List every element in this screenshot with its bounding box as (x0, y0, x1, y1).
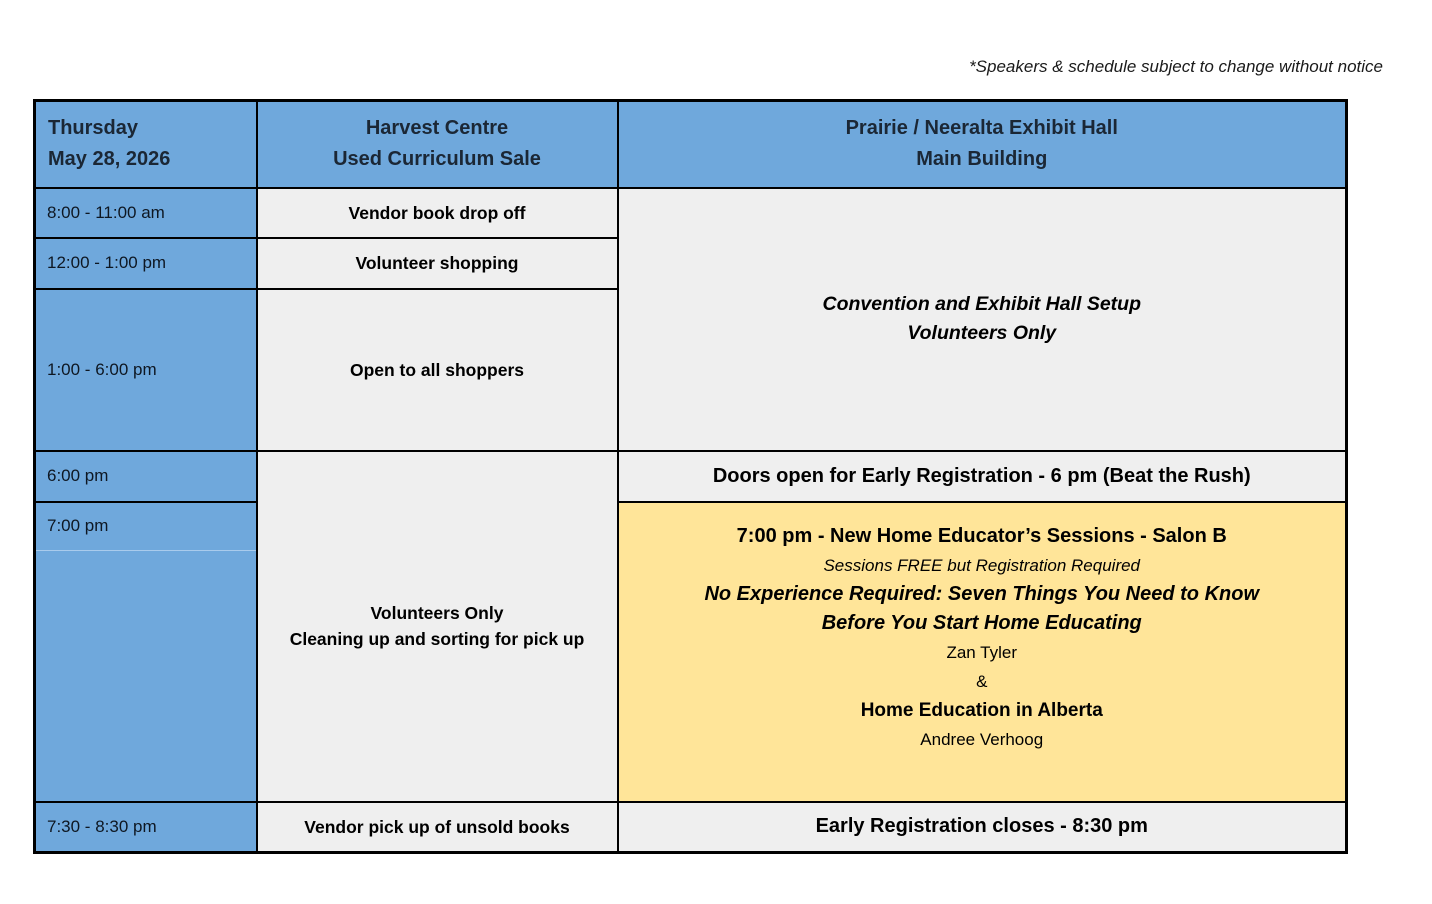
header-date-line2: May 28, 2026 (48, 148, 171, 171)
exhibit-setup-cell (618, 188, 1347, 451)
session-speaker1: Zan Tyler (946, 642, 1018, 662)
time-cell-1-6pm: 1:00 - 6:00 pm (35, 289, 257, 451)
session-talk1-line1: No Experience Required: Seven Things You Need to Know (704, 582, 1260, 605)
time-cell-8-11am: 8:00 - 11:00 am (35, 188, 257, 238)
time-cell-blank (35, 551, 257, 802)
header-harvest-centre-cell (257, 101, 618, 188)
header-exhibit-hall-cell (618, 101, 1347, 188)
header-venue2-line1: Prairie / Neeralta Exhibit Hall (845, 117, 1118, 140)
session-note: Sessions FREE but Registration Required (823, 555, 1141, 575)
header-date-line1: Thursday (48, 117, 139, 140)
header-venue1-line2: Used Curriculum Sale (333, 148, 541, 171)
time-cell-6pm: 6:00 pm (35, 451, 257, 502)
time-cell-7pm: 7:00 pm (35, 502, 257, 551)
curriculum-vendor-pick-up: Vendor pick up of unsold books (257, 802, 618, 853)
row-doors-open (35, 451, 1347, 502)
exhibit-registration-closes-cell: Early Registration closes - 8:30 pm (618, 802, 1347, 853)
exhibit-setup-line2: Volunteers Only (907, 322, 1057, 344)
session-separator: & (976, 671, 988, 691)
row-session-start (35, 502, 1347, 551)
time-cell-12-1pm: 12:00 - 1:00 pm (35, 238, 257, 289)
session-talk1-line2: Before You Start Home Educating (821, 611, 1142, 634)
time-cell-730-830pm: 7:30 - 8:30 pm (35, 802, 257, 853)
session-talk2: Home Education in Alberta (860, 699, 1103, 721)
header-row (35, 101, 1347, 188)
row-vendor-drop-off (35, 188, 1347, 238)
header-venue2-line2: Main Building (916, 148, 1048, 171)
thursday-schedule-table (33, 99, 1348, 854)
curriculum-vendor-drop-off: Vendor book drop off (257, 188, 618, 238)
exhibit-setup-line1: Convention and Exhibit Hall Setup (822, 293, 1141, 315)
curriculum-cleanup-line2: Cleaning up and sorting for pick up (289, 629, 585, 649)
curriculum-cleanup-line1: Volunteers Only (370, 603, 504, 623)
session-title: 7:00 pm - New Home Educator’s Sessions - Salon B (736, 524, 1227, 547)
session-speaker2: Andree Verhoog (920, 729, 1044, 749)
curriculum-volunteer-shopping: Volunteer shopping (257, 238, 618, 289)
new-home-educator-session-cell (618, 502, 1347, 802)
row-closing (35, 802, 1347, 853)
curriculum-volunteers-cleanup-cell (257, 451, 618, 802)
curriculum-open-shoppers: Open to all shoppers (257, 289, 618, 451)
exhibit-doors-open-cell: Doors open for Early Registration - 6 pm (Beat the Rush) (618, 451, 1347, 502)
header-venue1-line1: Harvest Centre (365, 117, 509, 140)
schedule-disclaimer: *Speakers & schedule subject to change without notice (969, 57, 1383, 76)
header-date-cell (35, 101, 257, 188)
